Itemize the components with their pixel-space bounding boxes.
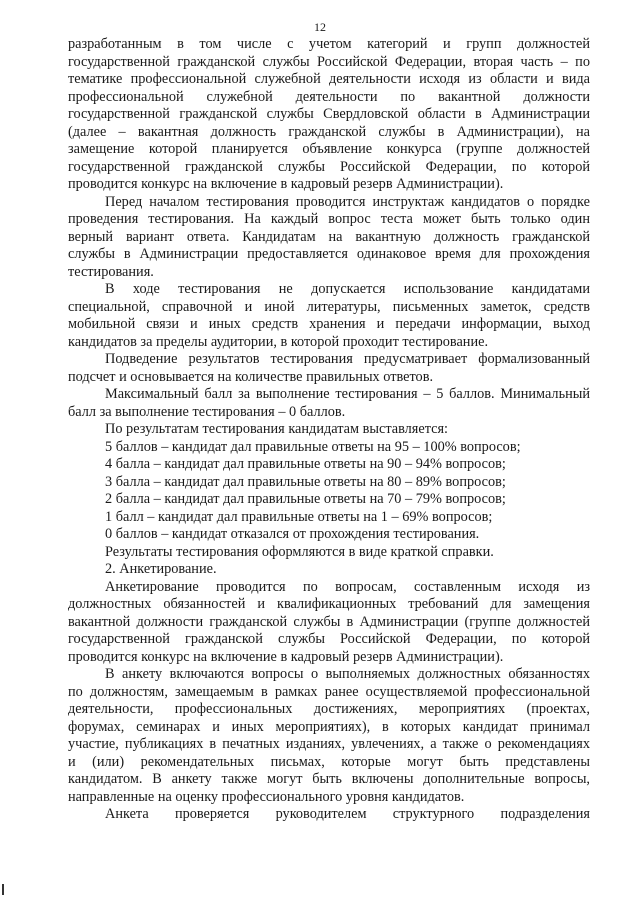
text-line: тестирования.: [68, 263, 154, 280]
text-line: Анкетирование проводится по вопросам, составленным исходя из: [105, 578, 590, 595]
text-line: службы в Администрации предоставляется одинаковое время для прохождения: [68, 246, 590, 262]
text-line: В анкету включаются вопросы о выполняемых должностных обязанностях: [105, 666, 590, 682]
text-line: Результаты тестирования оформляются в виде краткой справки.: [105, 543, 494, 560]
text-line: (далее – вакантная должность гражданской службы в Администрации), на: [68, 123, 590, 140]
text-line: кандидатом. В анкету также могут быть включены дополнительные вопросы,: [68, 771, 590, 787]
text-line: проводится конкурс на включение в кадровый резерв Администрации).: [68, 176, 504, 192]
page-number: 12: [314, 20, 326, 34]
text-line: тематике профессиональной служебной деятельности исходя из области и вида: [68, 71, 590, 87]
text-line: профессиональной служебной деятельности по вакантной должности: [68, 88, 590, 105]
text-line: и (или) рекомендательных письмах, которые могут быть представлены: [68, 753, 590, 770]
document-body: [68, 36, 590, 824]
text-line: В ходе тестирования не допускается использование кандидатами: [105, 281, 590, 297]
text-line: кандидатов за пределы аудитории, в которой проходит тестирование.: [68, 333, 489, 350]
text-line: верный вариант ответа. Кандидатам на вакантную должность гражданской: [68, 228, 590, 245]
text-line: Перед началом тестирования проводится инструктаж кандидатов о порядке: [105, 193, 590, 210]
text-line: государственной гражданской службы Свердловской области в Администрации: [68, 106, 590, 122]
text-line: проводится конкурс на включение в кадровый резерв Администрации).: [68, 648, 504, 665]
score-item: 1 балл – кандидат дал правильные ответы на 1 – 69% вопросов;: [105, 508, 493, 525]
text-line: балл за выполнение тестирования – 0 баллов.: [68, 403, 346, 420]
section-heading: 2. Анкетирование.: [105, 561, 217, 577]
score-item: 5 баллов – кандидат дал правильные ответы на 95 – 100% вопросов;: [105, 438, 521, 455]
scan-mark: [2, 884, 4, 895]
text-line: мобильной связи и иных средств хранения и передачи информации, выход: [68, 316, 590, 332]
text-line: направленные на оценку профессионального уровня кандидатов.: [68, 788, 465, 805]
text-line: по должностям, замещаемым в рамках ранее осуществляемой профессиональной: [68, 683, 590, 700]
text-line: специальной, справочной и иной литературы, письменных заметок, средств: [68, 298, 590, 315]
score-item: 0 баллов – кандидат отказался от прохождения тестирования.: [105, 526, 480, 542]
text-line: По результатам тестирования кандидатам выставляется:: [105, 421, 449, 437]
text-line: вакантной должности гражданской службы в Администрации (группе должностей: [68, 613, 590, 630]
score-item: 2 балла – кандидат дал правильные ответы на 70 – 79% вопросов;: [105, 491, 506, 507]
text-line: замещение которой планируется объявление конкурса (группе должностей: [68, 141, 590, 157]
text-line: участие, публикациях в печатных изданиях, увлечениях, а также о рекомендациях: [68, 736, 590, 752]
text-line: деятельности, профессиональных достижениях, мероприятиях (проектах,: [68, 701, 590, 717]
text-line: Анкета проверяется руководителем структурного подразделения: [105, 806, 590, 822]
text-line: Максимальный балл за выполнение тестирования – 5 баллов. Минимальный: [105, 386, 590, 402]
text-line: Подведение результатов тестирования предусматривает формализованный: [105, 351, 590, 367]
text-line: государственной гражданской службы Российской Федерации, по которой: [68, 158, 590, 175]
text-line: государственной гражданской службы Российской Федерации, по которой: [68, 631, 590, 647]
text-line: разработанным в том числе с учетом категорий и групп должностей: [68, 36, 590, 52]
text-line: проведения тестирования. На каждый вопрос теста может быть только один: [68, 211, 590, 227]
score-item: 3 балла – кандидат дал правильные ответы на 80 – 89% вопросов;: [105, 473, 506, 490]
score-item: 4 балла – кандидат дал правильные ответы на 90 – 94% вопросов;: [105, 456, 506, 472]
text-line: государственной гражданской службы Российской Федерации, вторая часть – по: [68, 53, 590, 70]
text-line: подсчет и основывается на количестве правильных ответов.: [68, 368, 434, 385]
text-line: должностных обязанностей и квалификационных требований для замещения: [68, 596, 590, 612]
text-line: форумах, семинарах и иных мероприятиях), в которых кандидат принимал: [68, 718, 590, 735]
